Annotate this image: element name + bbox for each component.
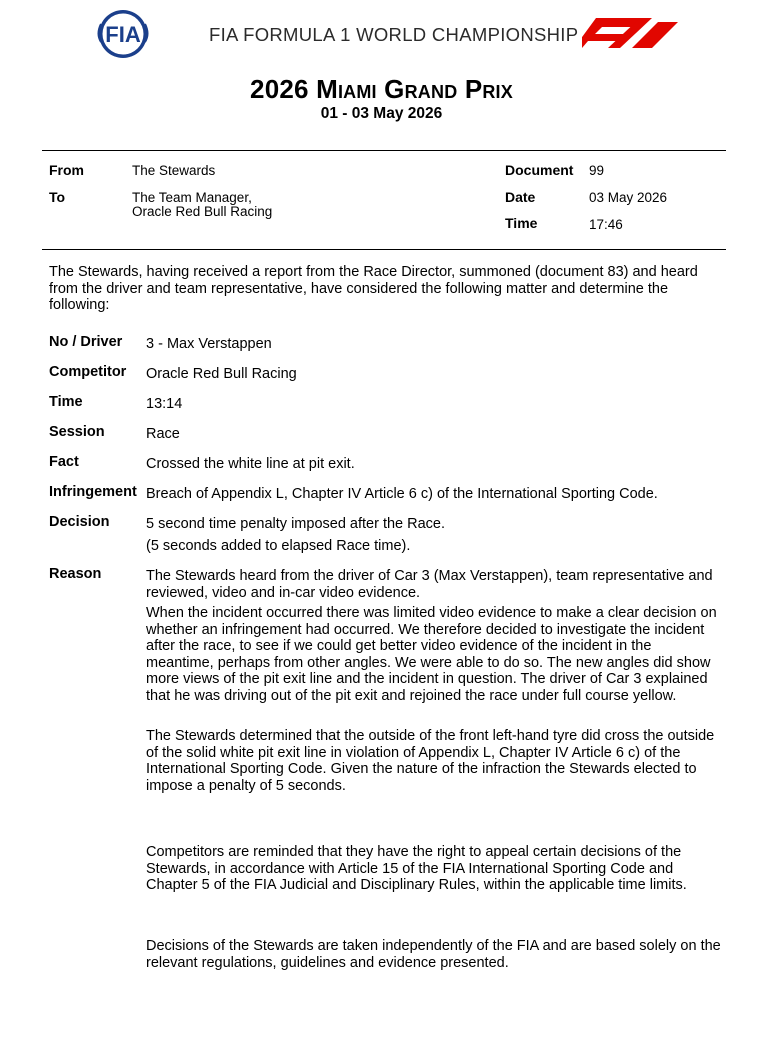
intro-paragraph: The Stewards, having received a report from the Race Director, summoned (document 83) and heard from the driver and team representative, have considered the following matter and determine the following: <box>49 264 698 314</box>
date-value: 03 May 2026 <box>589 190 668 205</box>
fact-label: Fact <box>49 454 79 470</box>
from-value: The Stewards <box>132 163 216 178</box>
competitor-label: Competitor <box>49 364 127 380</box>
decision-line1: 5 second time penalty imposed after the Race. <box>146 516 446 532</box>
reason-paragraph-1: The Stewards heard from the driver of Car 3 (Max Verstappen), team representative and reviewed, video and in-car video evidence. <box>146 568 713 601</box>
time-value: 17:46 <box>589 217 623 232</box>
infringement-value: Breach of Appendix L, Chapter IV Article 6 c) of the International Sporting Code. <box>146 486 658 502</box>
f1-logo <box>582 18 680 48</box>
top-divider <box>42 150 726 151</box>
reason-label: Reason <box>49 566 102 582</box>
time-detail-value: 13:14 <box>146 396 183 412</box>
driver-value: 3 - Max Verstappen <box>146 336 272 352</box>
time-label: Time <box>505 215 538 231</box>
fia-logo <box>88 8 158 60</box>
time-detail-label: Time <box>49 394 83 410</box>
reason-paragraph-3: The Stewards determined that the outside of the front left-hand tyre did cross the outside of the solid white pit exit line in violation of Appendix L, Chapter IV Article 6 c) of the International Sporting Code. Given the nature of the infraction the Stewards elected to impose a penalty of 5 seconds. <box>146 728 715 794</box>
fia-logo-text: FIA <box>105 22 141 47</box>
to-value-line2: Oracle Red Bull Racing <box>132 204 273 219</box>
document-label: Document <box>505 162 574 178</box>
session-label: Session <box>49 424 105 440</box>
independence-note: Decisions of the Stewards are taken independently of the FIA and are based solely on the relevant regulations, guidelines and evidence presented. <box>146 938 721 971</box>
bottom-divider <box>42 249 726 250</box>
reason-paragraph-2: When the incident occurred there was limited video evidence to make a clear decision on whether an infringement had occurred. We therefore decided to investigate the incident after the race, to see if we could get better video evidence of the incident in the meantime, perhaps from other angles. We were able to do so. The new angles did show more views of the pit exit line and the incident in question. The driver of Car 3 explained that he was driving out of the pit exit and rejoined the race under full course yellow. <box>146 605 717 704</box>
session-value: Race <box>146 426 180 442</box>
decision-label: Decision <box>49 514 110 530</box>
from-label: From <box>49 162 84 178</box>
appeal-note: Competitors are reminded that they have the right to appeal certain decisions of the Stewards, in accordance with Article 15 of the FIA International Sporting Code and Chapter 5 of the FIA Judicial and Disciplinary Rules, within the applicable time limits. <box>146 844 687 894</box>
driver-label: No / Driver <box>49 334 123 350</box>
championship-title: FIA FORMULA 1 WORLD CHAMPIONSHIP <box>209 24 579 45</box>
event-title: 2026 Miami Grand Prix <box>250 74 513 104</box>
event-dates: 01 - 03 May 2026 <box>320 105 443 122</box>
date-label: Date <box>505 189 536 205</box>
infringement-label: Infringement <box>49 484 137 500</box>
decision-line2: (5 seconds added to elapsed Race time). <box>146 538 411 554</box>
document-value: 99 <box>589 163 605 178</box>
fact-value: Crossed the white line at pit exit. <box>146 456 355 472</box>
to-value-line1: The Team Manager, <box>132 190 252 205</box>
to-label: To <box>49 189 66 205</box>
competitor-value: Oracle Red Bull Racing <box>146 366 297 382</box>
